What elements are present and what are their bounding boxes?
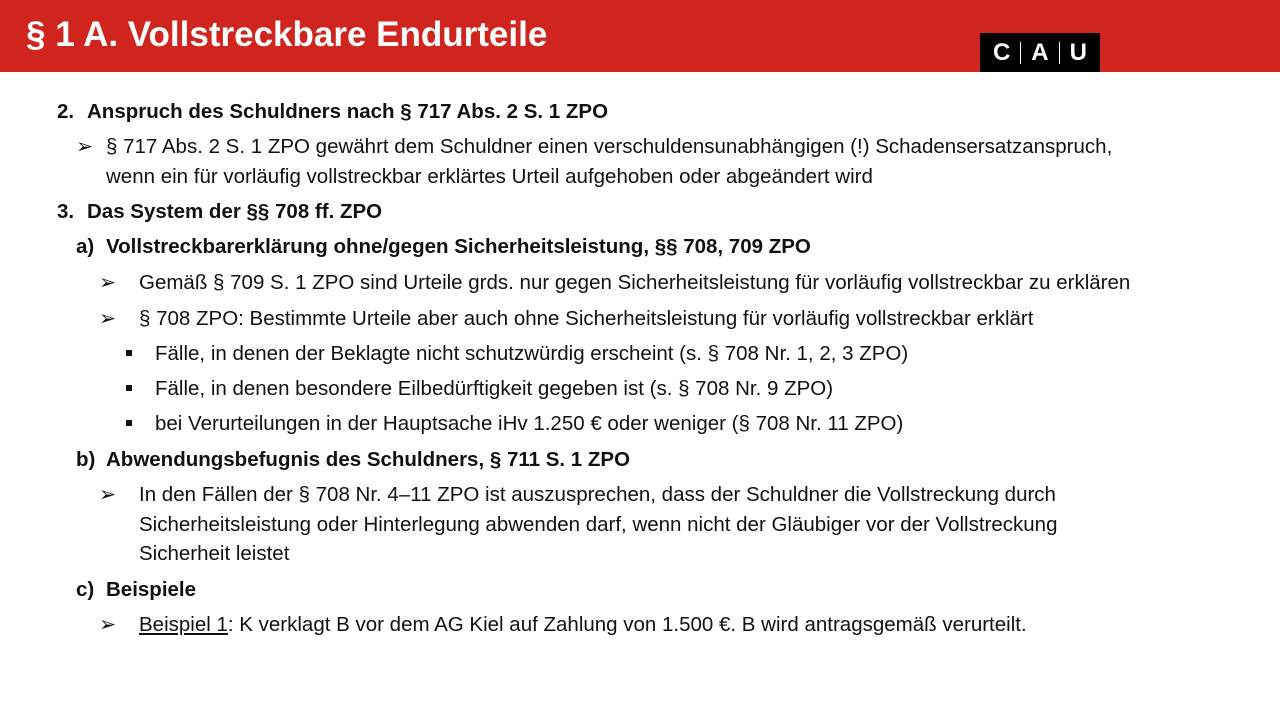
section-3-number: 3. — [57, 200, 75, 223]
a-sub-bullet-3: bei Verurteilungen in der Hauptsache iHv 1.250 € oder weniger (§ 708 Nr. 11 ZPO) — [155, 412, 904, 435]
cau-logo — [980, 33, 1100, 72]
section-2-number: 2. — [57, 100, 75, 123]
arrow-bullet-icon: ➢ — [76, 135, 94, 158]
header-bar — [0, 0, 1280, 72]
arrow-bullet-icon: ➢ — [99, 483, 117, 506]
arrow-bullet-icon: ➢ — [99, 307, 117, 330]
subsection-c-label: c) — [76, 578, 95, 601]
a-sub-bullet-2: Fälle, in denen besondere Eilbedürftigkeit gegeben ist (s. § 708 Nr. 9 ZPO) — [155, 377, 834, 400]
logo-divider — [1020, 42, 1021, 64]
subsection-a-heading: Vollstreckbarerklärung ohne/gegen Sicherheitsleistung, §§ 708, 709 ZPO — [106, 235, 811, 258]
c-bullet-text: : K verklagt B vor dem AG Kiel auf Zahlung von 1.500 €. B wird antragsgemäß verurteilt. — [227, 613, 1027, 636]
b-bullet-line3: Sicherheit leistet — [139, 542, 290, 565]
subsection-b-label: b) — [76, 448, 96, 471]
subsection-b-heading: Abwendungsbefugnis des Schuldners, § 711 S. 1 ZPO — [106, 448, 631, 471]
a-bullet-2: § 708 ZPO: Bestimmte Urteile aber auch ohne Sicherheitsleistung für vorläufig vollstreckbar erklärt — [139, 307, 1034, 330]
b-bullet-line1: In den Fällen der § 708 Nr. 4–11 ZPO ist auszusprechen, dass der Schuldner die Vollstreckung durch — [139, 483, 1056, 506]
logo-letter-c: C — [992, 38, 1011, 66]
square-bullet-icon — [126, 350, 132, 356]
slide-title: § 1 A. Vollstreckbare Endurteile — [26, 15, 548, 54]
s2-bullet-line2: wenn ein für vorläufig vollstreckbar erklärtes Urteil aufgehoben oder abgeändert wird — [106, 165, 873, 188]
a-sub-bullet-1: Fälle, in denen der Beklagte nicht schutzwürdig erscheint (s. § 708 Nr. 1, 2, 3 ZPO) — [155, 342, 909, 365]
subsection-a-label: a) — [76, 235, 95, 258]
square-bullet-icon — [126, 385, 132, 391]
beispiel-1-link[interactable]: Beispiel 1 — [139, 613, 228, 636]
a-bullet-1: Gemäß § 709 S. 1 ZPO sind Urteile grds. nur gegen Sicherheitsleistung für vorläufig vollstreckbar zu erklären — [139, 271, 1131, 294]
c-bullet — [139, 612, 1027, 638]
b-bullet-line2: Sicherheitsleistung oder Hinterlegung abwenden darf, wenn nicht der Gläubiger vor der Vollstreckung — [139, 513, 1058, 536]
square-bullet-icon — [126, 420, 132, 426]
section-2-heading: Anspruch des Schuldners nach § 717 Abs. 2 S. 1 ZPO — [87, 100, 609, 123]
logo-letter-u: U — [1069, 38, 1087, 66]
s2-bullet-line1: § 717 Abs. 2 S. 1 ZPO gewährt dem Schuldner einen verschuldensunabhängigen (!) Schadensersatzanspruch, — [106, 135, 1113, 158]
subsection-c-heading: Beispiele — [106, 578, 197, 601]
logo-letter-a: A — [1031, 38, 1049, 66]
section-3-heading: Das System der §§ 708 ff. ZPO — [87, 200, 383, 223]
arrow-bullet-icon: ➢ — [99, 613, 117, 636]
arrow-bullet-icon: ➢ — [99, 271, 117, 294]
logo-divider — [1059, 42, 1060, 64]
